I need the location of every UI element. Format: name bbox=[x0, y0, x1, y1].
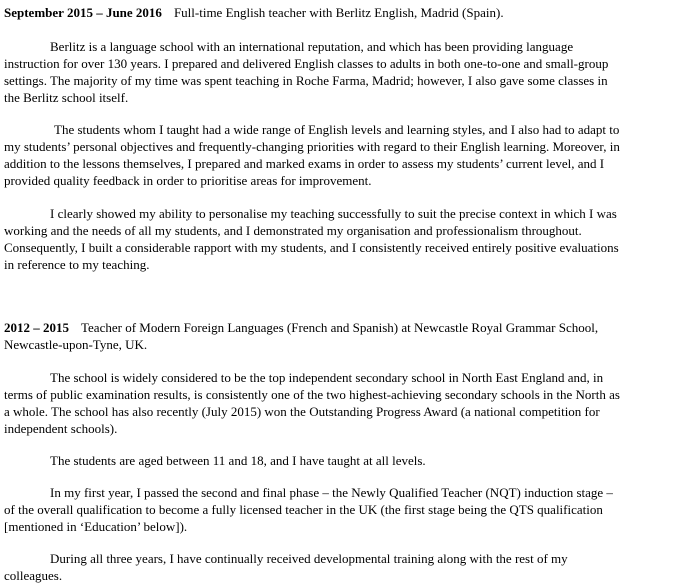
berlitz-paragraph-2: The students whom I taught had a wide range of English levels and learning styles, and I also had to adapt to my students’ personal objectives and frequently-changing priorities with regard to their English learning. Moreover, in addition to the lessons themselves, I prepared and marked exams in order to assess my students’ current level, and I provided quality feedback in order to prioritise areas for improvement. bbox=[4, 122, 620, 188]
job-role-berlitz: Full-time English teacher with Berlitz English, Madrid (Spain). bbox=[173, 5, 504, 20]
rgs-paragraph-4: During all three years, I have continually received developmental training along with the rest of my colleagues. bbox=[4, 551, 568, 583]
rgs-paragraph-2: The students are aged between 11 and 18, and I have taught at all levels. bbox=[50, 453, 426, 468]
rgs-paragraph-3: In my first year, I passed the second and final phase – the Newly Qualified Teacher (NQT) induction stage – of the overall qualification to become a fully licensed teacher in the UK (the first stage being the QTS qualification [mentioned in ‘Education’ below]). bbox=[4, 485, 613, 534]
job-role-rgs: Teacher of Modern Foreign Languages (French and Spanish) at Newcastle Royal Grammar School, Newcastle-upon-Tyne, UK. bbox=[4, 320, 599, 352]
berlitz-paragraph-3: I clearly showed my ability to personalise my teaching successfully to suit the precise context in which I was working and the needs of all my students, and I demonstrated my organisation and professionalism throughout. Consequently, I built a considerable rapport with my students, and I consistently received entirely positive evaluations in reference to my teaching. bbox=[4, 206, 619, 272]
job-heading-berlitz bbox=[4, 4, 680, 21]
job-dates-rgs: 2012 – 2015 bbox=[4, 320, 69, 335]
rgs-paragraph-1: The school is widely considered to be the top independent secondary school in North East England and, in terms of public examination results, is consistently one of the two highest-achieving secondary schools in the North as a whole. The school has also recently (July 2015) won the Outstanding Progress Award (a national competition for independent schools). bbox=[4, 370, 620, 436]
job-dates-berlitz: September 2015 – June 2016 bbox=[4, 5, 162, 20]
berlitz-paragraph-1: Berlitz is a language school with an international reputation, and which has been providing language instruction for over 130 years. I prepared and delivered English classes to adults in both one-to-one and small-group settings. The majority of my time was spent teaching in Roche Farma, Madrid; however, I also gave some classes in the Berlitz school itself. bbox=[4, 39, 609, 105]
job-heading-rgs bbox=[4, 319, 644, 353]
